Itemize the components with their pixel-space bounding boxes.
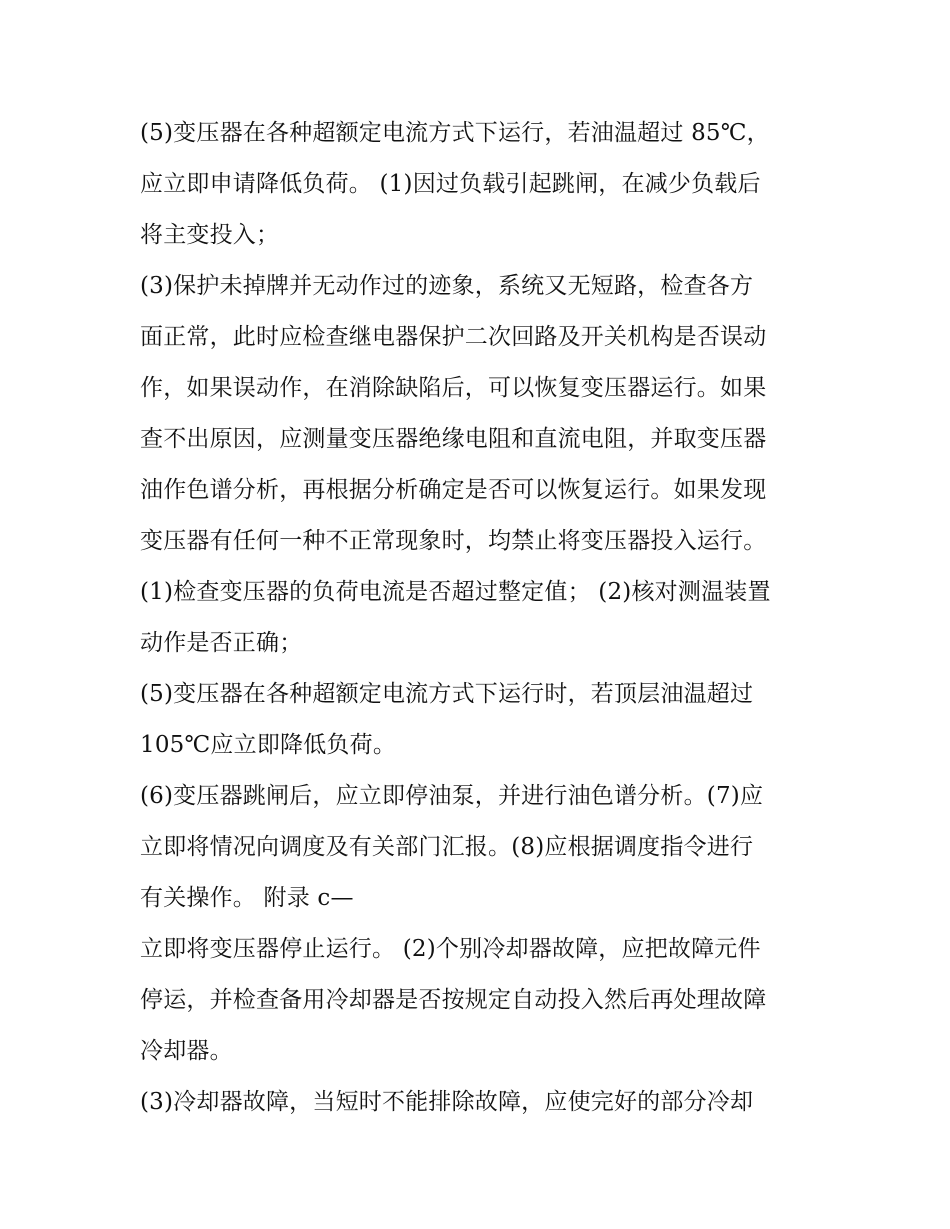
text-line-6: 作，如果误动作，在消除缺陷后，可以恢复变压器运行。如果 — [140, 375, 767, 401]
text-line-7: 查不出原因，应测量变压器绝缘电阻和直流电阻，并取变压器 — [140, 426, 767, 452]
text-line-1: (5)变压器在各种超额定电流方式下运行，若油温超过 85℃， — [140, 120, 770, 146]
text-line-14: (6)变压器跳闸后，应立即停油泵，并进行油色谱分析。(7)应 — [140, 783, 764, 809]
text-line-8: 油作色谱分析，再根据分析确定是否可以恢复运行。如果发现 — [140, 477, 767, 503]
text-line-10: (1)检查变压器的负荷电流是否超过整定值； (2)核对测温装置 — [140, 579, 771, 605]
text-line-15: 立即将情况向调度及有关部门汇报。(8)应根据调度指令进行 — [140, 834, 754, 860]
text-line-3: 将主变投入； — [140, 222, 280, 248]
text-line-18: 停运，并检查备用冷却器是否按规定自动投入然后再处理故障 — [140, 987, 767, 1013]
text-line-11: 动作是否正确； — [140, 630, 303, 656]
text-line-16: 有关操作。 附录 c— — [140, 885, 354, 911]
text-line-2: 应立即申请降低负荷。 (1)因过负载引起跳闸，在减少负载后 — [140, 171, 761, 197]
text-line-9: 变压器有任何一种不正常现象时，均禁止将变压器投入运行。 — [140, 528, 767, 554]
text-line-13: 105℃应立即降低负荷。 — [140, 732, 397, 758]
text-line-5: 面正常，此时应检查继电器保护二次回路及开关机构是否误动 — [140, 324, 767, 350]
text-line-17: 立即将变压器停止运行。 (2)个别冷却器故障，应把故障元件 — [140, 936, 761, 962]
document-body — [140, 108, 820, 1128]
text-line-12: (5)变压器在各种超额定电流方式下运行时，若顶层油温超过 — [140, 681, 754, 707]
text-line-19: 冷却器。 — [140, 1038, 233, 1064]
text-line-20: (3)冷却器故障，当短时不能排除故障，应使完好的部分冷却 — [140, 1089, 754, 1115]
text-line-4: (3)保护未掉牌并无动作过的迹象，系统又无短路，检查各方 — [140, 273, 754, 299]
